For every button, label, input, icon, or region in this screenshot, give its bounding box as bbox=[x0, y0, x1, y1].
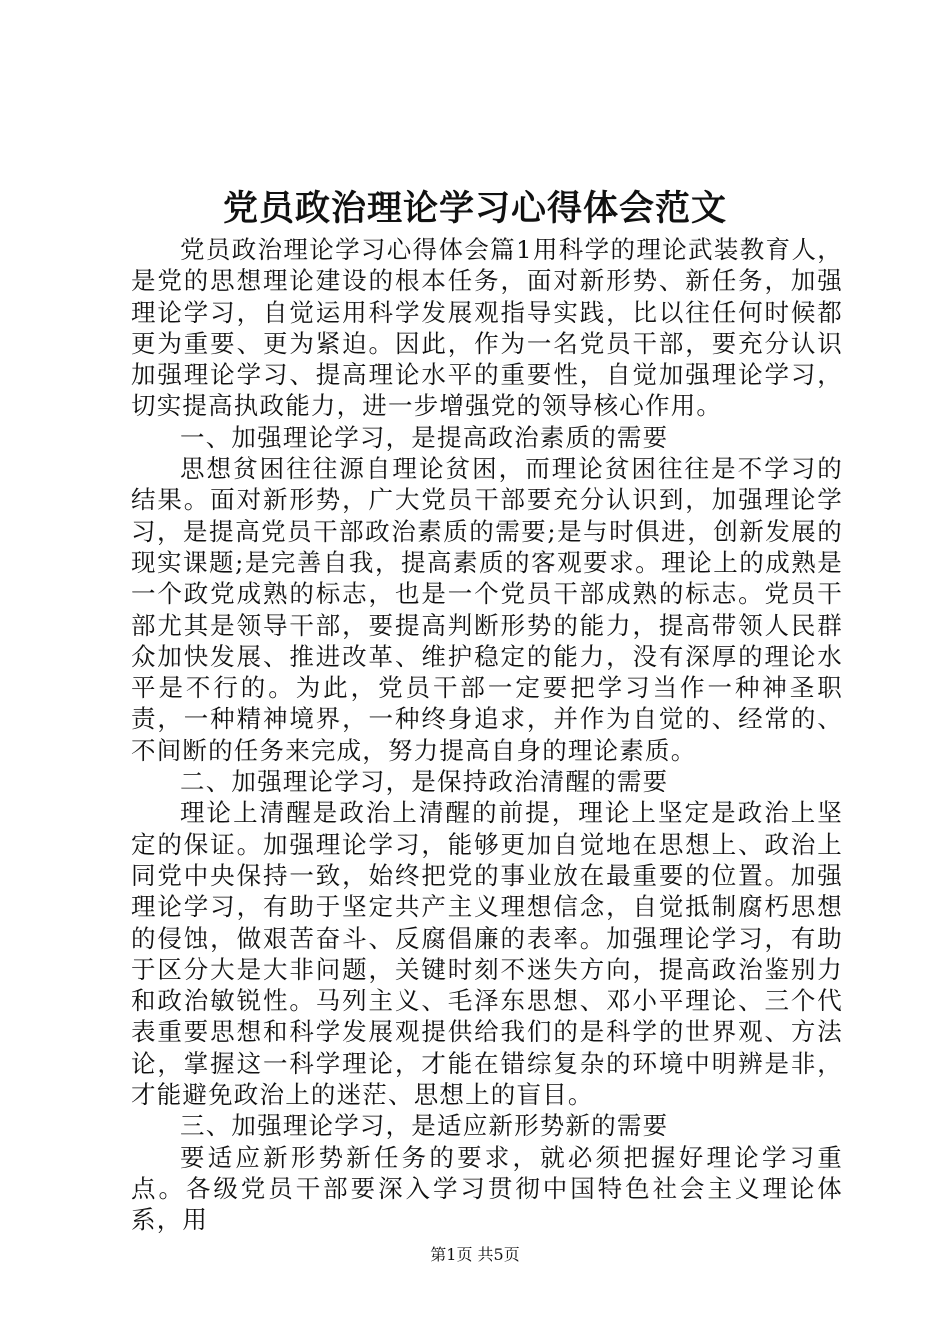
document-body bbox=[131, 234, 843, 1236]
section-heading: 三、加强理论学习，是适应新形势新的需要 bbox=[180, 1111, 669, 1141]
section-heading: 二、加强理论学习，是保持政治清醒的需要 bbox=[180, 767, 669, 797]
document-title: 党员政治理论学习心得体会范文 bbox=[222, 188, 727, 229]
body-paragraph: 思想贫困往往源自理论贫困，而理论贫困往往是不学习的结果。面对新形势，广大党员干部要充分认识到，加强理论学习，是提高党员干部政治素质的需要;是与时俱进，创新发展的现实课题;是完善自我，提高素质的客观要求。理论上的成熟是一个政党成熟的标志，也是一个党员干部成熟的标志。党员干部尤其是领导干部，要提高判断形势的能力，提高带领人民群众加快发展、推进改革、维护稳定的能力，没有深厚的理论水平是不行的。为此，党员干部一定要把学习当作一种神圣职责，一种精神境界，一种终身追求，并作为自觉的、经常的、不间断的任务来完成，努力提高自身的理论素质。 bbox=[131, 454, 843, 765]
body-paragraph: 理论上清醒是政治上清醒的前提，理论上坚定是政治上坚定的保证。加强理论学习，能够更加自觉地在思想上、政治上同党中央保持一致，始终把党的事业放在最重要的位置。加强理论学习，有助于坚定共产主义理想信念，自觉抵制腐朽思想的侵蚀，做艰苦奋斗、反腐倡廉的表率。加强理论学习，有助于区分大是大非问题，关键时刻不迷失方向，提高政治鉴别力和政治敏锐性。马列主义、毛泽东思想、邓小平理论、三个代表重要思想和科学发展观提供给我们的是科学的世界观、方法论，掌握这一科学理论，才能在错综复杂的环境中明辨是非，才能避免政治上的迷茫、思想上的盲目。 bbox=[131, 798, 843, 1110]
body-paragraph: 党员政治理论学习心得体会篇1用科学的理论武装教育人，是党的思想理论建设的根本任务，面对新形势、新任务，加强理论学习，自觉运用科学发展观指导实践，比以往任何时候都更为重要、更为紧迫。因此，作为一名党员干部，要充分认识加强理论学习、提高理论水平的重要性，自觉加强理论学习，切实提高执政能力，进一步增强党的领导核心作用。 bbox=[131, 235, 843, 421]
body-paragraph: 要适应新形势新任务的要求，就必须把握好理论学习重点。各级党员干部要深入学习贯彻中国特色社会主义理论体系，用 bbox=[131, 1142, 843, 1235]
page-number-footer: 第1页 共5页 bbox=[430, 1245, 520, 1264]
section-heading: 一、加强理论学习，是提高政治素质的需要 bbox=[180, 422, 669, 452]
